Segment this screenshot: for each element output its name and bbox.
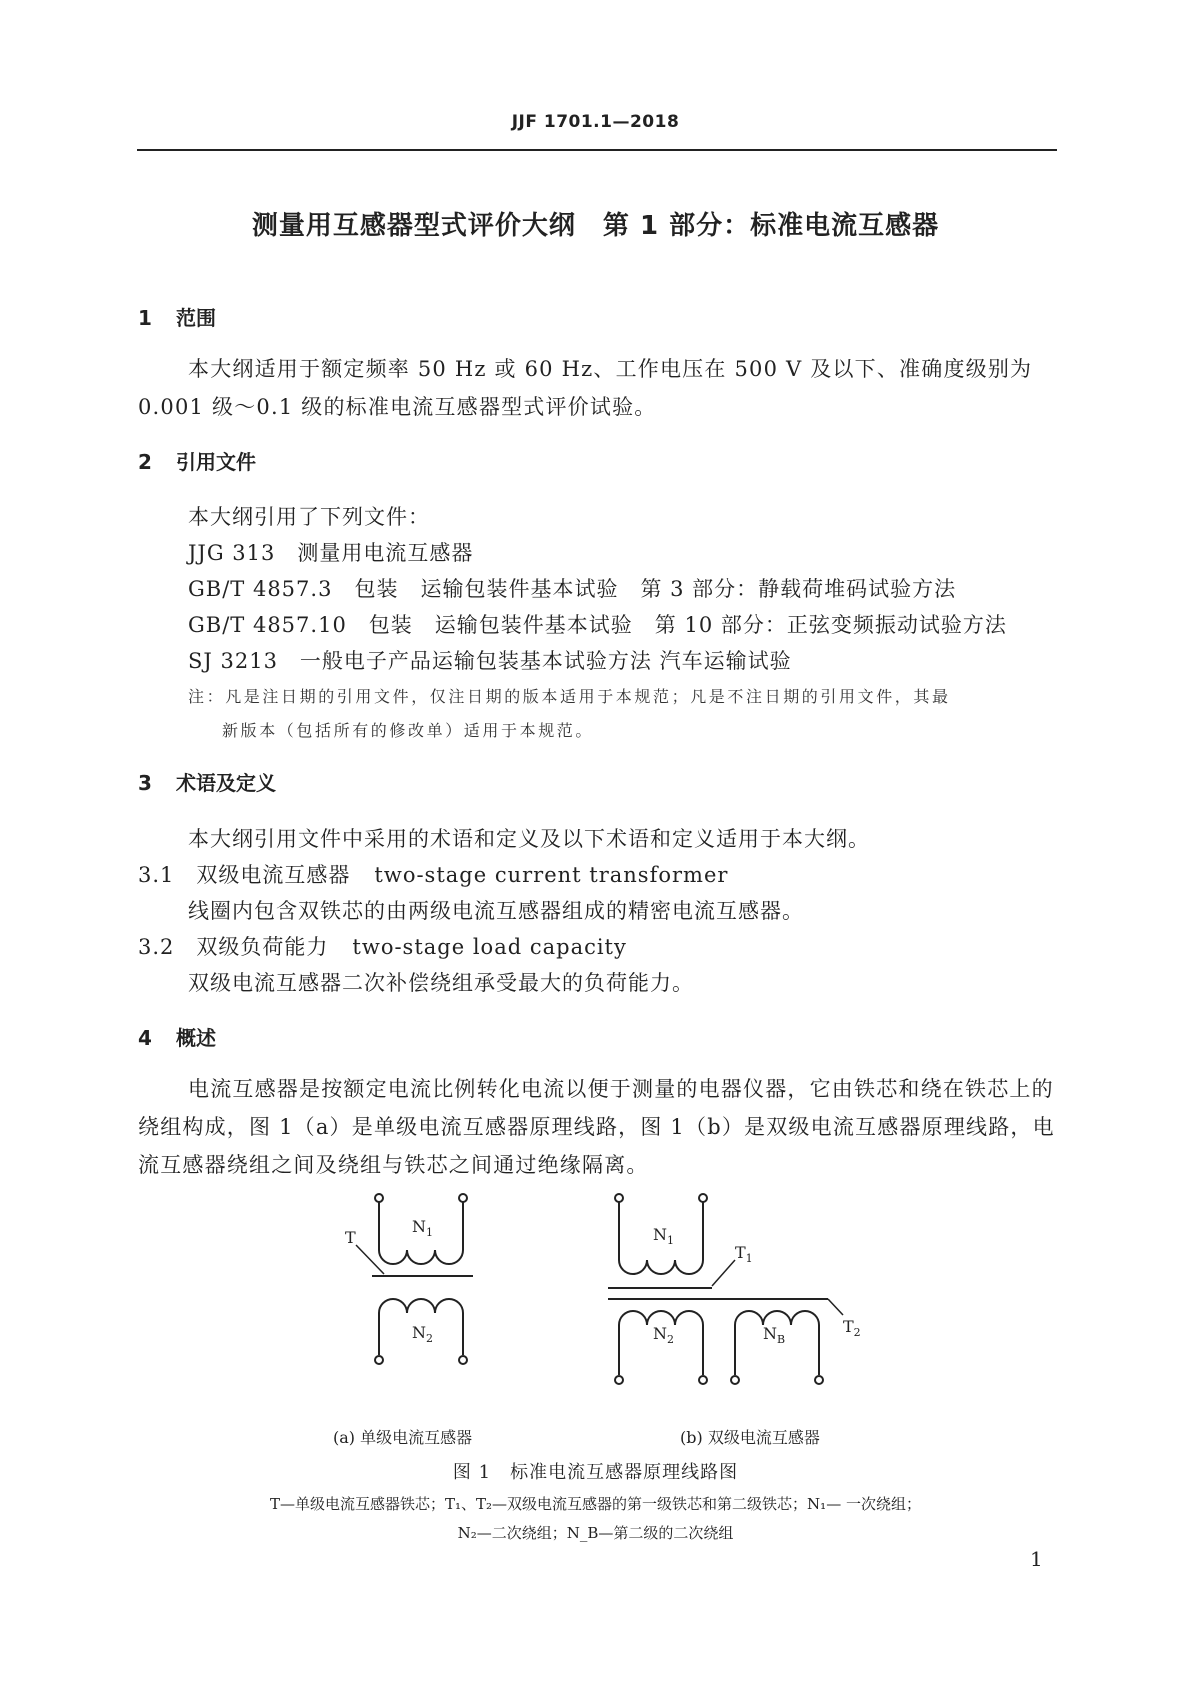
label-b-T2: $T_2$	[843, 1317, 861, 1339]
section-title: 范围	[176, 306, 216, 330]
term-english: two-stage load capacity	[352, 935, 627, 959]
section-title: 引用文件	[176, 450, 256, 474]
document-title: 测量用互感器型式评价大纲 第 1 部分：标准电流互感器	[251, 211, 940, 241]
figure-caption: 图 1 标准电流互感器原理线路图	[452, 1462, 739, 1483]
term-chinese: 双级电流互感器	[196, 863, 351, 887]
reference-note-line-1: 注：凡是注日期的引用文件，仅注日期的版本适用于本规范；凡是不注日期的引用文件，其最	[188, 687, 951, 706]
figure-caption-a: (a) 单级电流互感器	[333, 1428, 473, 1447]
section-number: 2	[138, 450, 152, 474]
reference-item: GB/T 4857.10 包装 运输包装件基本试验 第 10 部分：正弦变频振动试验方法	[188, 613, 1007, 637]
term-3-1	[138, 859, 728, 889]
section-4-heading	[138, 1022, 216, 1051]
label-b-NB: $N_B$	[763, 1324, 786, 1346]
label-b-N1: $N_1$	[653, 1225, 674, 1247]
label-b-N2: $N_2$	[653, 1324, 674, 1346]
term-english: two-stage current transformer	[374, 863, 729, 887]
term-number: 3.1	[138, 863, 175, 887]
label-a-N1: $N_1$	[412, 1217, 433, 1239]
section-1-paragraph: 本大纲适用于额定频率 50 Hz 或 60 Hz、工作电压在 500 V 及以下、准确度级别为 0.001 级～0.1 级的标准电流互感器型式评价试验。	[138, 357, 1033, 419]
header-rule	[137, 149, 1057, 151]
core-T2-leader	[828, 1299, 843, 1315]
section-1-heading	[138, 302, 216, 331]
term-chinese: 双级负荷能力	[196, 935, 329, 959]
section-number: 4	[138, 1026, 152, 1050]
reference-item: GB/T 4857.3 包装 运输包装件基本试验 第 3 部分：静载荷堆码试验方法	[188, 577, 957, 601]
label-b-T1: $T_1$	[735, 1243, 753, 1265]
reference-note-line-2: 新版本（包括所有的修改单）适用于本规范。	[222, 721, 595, 740]
section-2-heading	[138, 446, 256, 475]
label-T: T	[345, 1228, 356, 1247]
transformer-diagram	[0, 1180, 1191, 1410]
figure-caption-b: (b) 双级电流互感器	[680, 1428, 820, 1447]
section-2-intro: 本大纲引用了下列文件：	[188, 505, 430, 529]
section-4-paragraph: 电流互感器是按额定电流比例转化电流以便于测量的电器仪器，它由铁芯和绕在铁芯上的绕组构成，图 1（a）是单级电流互感器原理线路，图 1（b）是双级电流互感器原理线路，电流互感器绕组之间及绕组与铁芯之间通过绝缘隔离。	[138, 1077, 1055, 1177]
term-3-1-definition: 线圈内包含双铁芯的由两级电流互感器组成的精密电流互感器。	[188, 899, 804, 923]
section-3-intro: 本大纲引用文件中采用的术语和定义及以下术语和定义适用于本大纲。	[188, 827, 870, 851]
term-number: 3.2	[138, 935, 175, 959]
section-title: 术语及定义	[176, 771, 276, 795]
section-title: 概述	[176, 1026, 216, 1050]
label-a-N2: $N_2$	[412, 1323, 433, 1345]
two-stage-secondary-winding	[615, 1311, 707, 1384]
document-code-header: JJF 1701.1—2018	[511, 112, 680, 132]
page-number: 1	[1030, 1547, 1043, 1571]
section-number: 3	[138, 771, 152, 795]
term-3-2	[138, 931, 627, 961]
reference-item: JJG 313 测量用电流互感器	[188, 541, 474, 565]
core-T1-leader	[712, 1260, 735, 1286]
figure-legend-line-2: N₂—二次绕组；N_B—第二级的二次绕组	[457, 1524, 734, 1542]
figure-legend-line-1: T—单级电流互感器铁芯；T₁、T₂—双级电流互感器的第一级铁芯和第二级铁芯；N₁— 一次绕组；	[270, 1495, 921, 1513]
term-3-2-definition: 双级电流互感器二次补偿绕组承受最大的负荷能力。	[188, 971, 694, 995]
reference-item: SJ 3213 一般电子产品运输包装基本试验方法 汽车运输试验	[188, 649, 792, 673]
section-3-heading	[138, 767, 276, 796]
two-stage-compensation-winding	[731, 1311, 823, 1384]
section-number: 1	[138, 306, 152, 330]
